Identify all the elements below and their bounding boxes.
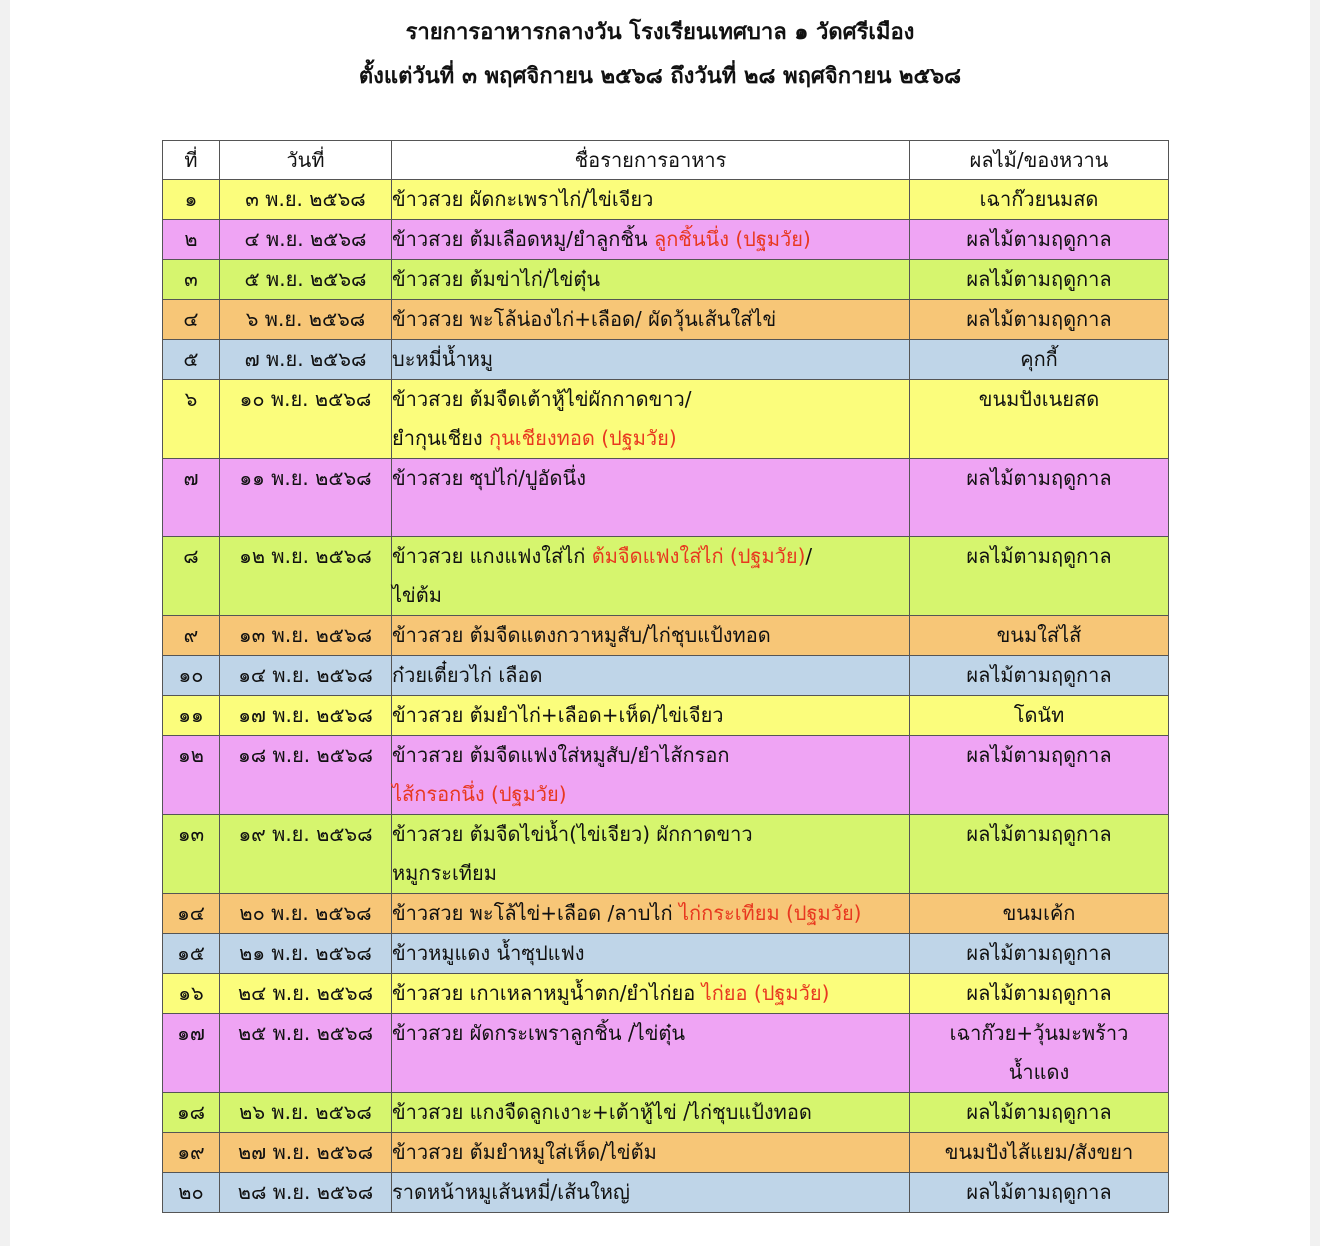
row-number: ๑๔ — [163, 894, 220, 934]
row-dessert — [910, 300, 1169, 340]
row-number: ๑๐ — [163, 656, 220, 696]
row-number: ๑๕ — [163, 934, 220, 974]
food-text: ข้าวสวย ผัดกระเพราลูกชิ้น /ไข่ตุ๋น — [392, 1021, 686, 1045]
row-number: ๑๙ — [163, 1133, 220, 1173]
row-date: ๑๒ พ.ย. ๒๕๖๘ — [220, 537, 392, 616]
food-line — [392, 934, 909, 973]
row-dessert — [910, 180, 1169, 220]
food-text: ข้าวสวย เกาเหลาหมูน้ำตก/ยำไก่ยอ — [392, 981, 702, 1005]
dessert-text: ผลไม้ตามฤดูกาล — [966, 822, 1112, 846]
food-line — [392, 775, 909, 814]
food-line — [392, 974, 909, 1013]
preschool-dish-text: ต้มจืดแฟงใส่ไก่ (ปฐมวัย) — [591, 544, 806, 568]
row-date: ๗ พ.ย. ๒๕๖๘ — [220, 340, 392, 380]
food-text: ยำกุนเชียง — [392, 426, 489, 450]
row-date: ๑๔ พ.ย. ๒๕๖๘ — [220, 656, 392, 696]
row-date: ๒๔ พ.ย. ๒๕๖๘ — [220, 974, 392, 1014]
food-text: ข้าวสวย ซุปไก่/ปูอัดนึ่ง — [392, 466, 586, 490]
row-number: ๕ — [163, 340, 220, 380]
row-date: ๒๑ พ.ย. ๒๕๖๘ — [220, 934, 392, 974]
food-text: หมูกระเทียม — [392, 861, 497, 885]
food-line — [392, 576, 909, 615]
dessert-text: ผลไม้ตามฤดูกาล — [966, 307, 1112, 331]
row-food — [392, 815, 910, 894]
food-text: ไข่ต้ม — [392, 583, 442, 607]
food-line — [392, 736, 909, 775]
food-text: ข้าวสวย ต้มจืดแตงกวาหมูสับ/ไก่ชุบแป้งทอด — [392, 623, 771, 647]
row-number: ๔ — [163, 300, 220, 340]
row-date: ๑๗ พ.ย. ๒๕๖๘ — [220, 696, 392, 736]
dessert-text: ขนมเค้ก — [1002, 901, 1076, 925]
dessert-text: ผลไม้ตามฤดูกาล — [966, 544, 1112, 568]
table-row — [163, 616, 1169, 656]
table-row — [163, 815, 1169, 894]
food-line — [392, 300, 909, 339]
food-text: ข้าวสวย พะโล้น่องไก่+เลือด/ ผัดวุ้นเส้นใส่ไข่ — [392, 307, 777, 331]
dessert-text: ผลไม้ตามฤดูกาล — [966, 1100, 1112, 1124]
row-number: ๒ — [163, 220, 220, 260]
row-date: ๖ พ.ย. ๒๕๖๘ — [220, 300, 392, 340]
row-dessert — [910, 340, 1169, 380]
row-date: ๑๙ พ.ย. ๒๕๖๘ — [220, 815, 392, 894]
row-food — [392, 220, 910, 260]
row-date: ๑๐ พ.ย. ๒๕๖๘ — [220, 380, 392, 459]
preschool-dish-text: ไส้กรอกนึ่ง (ปฐมวัย) — [392, 782, 567, 806]
row-number: ๑๘ — [163, 1093, 220, 1133]
row-food — [392, 260, 910, 300]
row-date: ๒๗ พ.ย. ๒๕๖๘ — [220, 1133, 392, 1173]
table-row — [163, 380, 1169, 459]
table-row — [163, 300, 1169, 340]
row-dessert — [910, 1093, 1169, 1133]
row-food — [392, 656, 910, 696]
header-dessert: ผลไม้/ของหวาน — [910, 141, 1169, 180]
dessert-text: ขนมใส่ไส้ — [996, 623, 1082, 647]
document-title: รายการอาหารกลางวัน โรงเรียนเทศบาล ๑ วัดศรีเมือง — [405, 20, 915, 45]
table-body — [163, 180, 1169, 1213]
preschool-dish-text: ไก่ยอ (ปฐมวัย) — [701, 981, 830, 1005]
food-text: ข้าวสวย ต้มยำหมูใส่เห็ด/ไข่ต้ม — [392, 1140, 657, 1164]
dessert-text: ผลไม้ตามฤดูกาล — [966, 981, 1112, 1005]
row-dessert — [910, 537, 1169, 616]
row-food — [392, 894, 910, 934]
row-date: ๒๘ พ.ย. ๒๕๖๘ — [220, 1173, 392, 1213]
row-dessert — [910, 656, 1169, 696]
dessert-text: โดนัท — [1013, 703, 1065, 727]
dessert-text: ผลไม้ตามฤดูกาล — [966, 267, 1112, 291]
row-dessert — [910, 616, 1169, 656]
preschool-dish-text: ลูกชิ้นนึ่ง (ปฐมวัย) — [653, 227, 811, 251]
row-number: ๑๓ — [163, 815, 220, 894]
row-dessert — [910, 736, 1169, 815]
food-text: ข้าวสวย ต้มจืดเต้าหู้ไข่ผักกาดขาว/ — [392, 387, 692, 411]
row-date: ๕ พ.ย. ๒๕๖๘ — [220, 260, 392, 300]
row-date: ๑๘ พ.ย. ๒๕๖๘ — [220, 736, 392, 815]
food-line — [392, 380, 909, 419]
food-line — [392, 1173, 909, 1212]
preschool-dish-text: ไก่กระเทียม (ปฐมวัย) — [678, 901, 862, 925]
table-row — [163, 1014, 1169, 1093]
dessert-text: น้ำแดง — [1008, 1060, 1070, 1084]
table-row — [163, 459, 1169, 537]
food-line — [392, 656, 909, 695]
food-line — [392, 1093, 909, 1132]
food-line — [392, 894, 909, 933]
document-date-range: ตั้งแต่วันที่ ๓ พฤศจิกายน ๒๕๖๘ ถึงวันที่ ๒๘ พฤศจิกายน ๒๕๖๘ — [358, 64, 962, 89]
row-date: ๑๓ พ.ย. ๒๕๖๘ — [220, 616, 392, 656]
row-number: ๑๗ — [163, 1014, 220, 1093]
food-line — [392, 340, 909, 379]
row-date: ๒๕ พ.ย. ๒๕๖๘ — [220, 1014, 392, 1093]
row-food — [392, 300, 910, 340]
lunch-menu-table — [162, 140, 1169, 1213]
table-row — [163, 1133, 1169, 1173]
food-line — [392, 180, 909, 219]
dessert-text: ผลไม้ตามฤดูกาล — [966, 1180, 1112, 1204]
row-dessert — [910, 459, 1169, 537]
row-dessert — [910, 1173, 1169, 1213]
food-text: ราดหน้าหมูเส้นหมี่/เส้นใหญ่ — [392, 1180, 630, 1204]
row-food — [392, 537, 910, 616]
dessert-text: ขนมปังเนยสด — [978, 387, 1100, 411]
row-dessert — [910, 1014, 1169, 1093]
row-food — [392, 180, 910, 220]
row-food — [392, 459, 910, 537]
table-row — [163, 696, 1169, 736]
row-number: ๘ — [163, 537, 220, 616]
row-number: ๒๐ — [163, 1173, 220, 1213]
dessert-text: เฉาก๊วย+วุ้นมะพร้าว — [949, 1021, 1129, 1045]
row-date: ๔ พ.ย. ๒๕๖๘ — [220, 220, 392, 260]
food-line — [392, 1014, 909, 1053]
table-row — [163, 260, 1169, 300]
row-date: ๑๑ พ.ย. ๒๕๖๘ — [220, 459, 392, 537]
food-line — [392, 419, 909, 458]
dessert-text: คุกกี้ — [1020, 347, 1058, 371]
table-header-row — [163, 141, 1169, 180]
row-number: ๖ — [163, 380, 220, 459]
table-row — [163, 340, 1169, 380]
row-dessert — [910, 696, 1169, 736]
row-food — [392, 934, 910, 974]
food-text: ก๋วยเตี๋ยวไก่ เลือด — [392, 663, 543, 687]
food-line — [392, 459, 909, 498]
food-line — [392, 537, 909, 576]
food-line — [392, 220, 909, 259]
table-row — [163, 736, 1169, 815]
food-text: ข้าวสวย ต้มจืดไข่น้ำ(ไข่เจียว) ผักกาดขาว — [392, 822, 753, 846]
row-food — [392, 340, 910, 380]
row-dessert — [910, 894, 1169, 934]
food-text: ข้าวหมูแดง น้ำซุปแฟง — [392, 941, 585, 965]
food-line — [392, 616, 909, 655]
row-food — [392, 974, 910, 1014]
dessert-text: ขนมปังไส้แยม/สังขยา — [944, 1140, 1134, 1164]
row-dessert — [910, 1133, 1169, 1173]
row-number: ๓ — [163, 260, 220, 300]
dessert-text: ผลไม้ตามฤดูกาล — [966, 941, 1112, 965]
row-food — [392, 616, 910, 656]
row-date: ๒๐ พ.ย. ๒๕๖๘ — [220, 894, 392, 934]
row-number: ๑๑ — [163, 696, 220, 736]
row-food — [392, 1093, 910, 1133]
dessert-text: ผลไม้ตามฤดูกาล — [966, 466, 1112, 490]
food-line — [392, 854, 909, 893]
food-text: ข้าวสวย ต้มยำไก่+เลือด+เห็ด/ไข่เจียว — [392, 703, 724, 727]
dessert-text: ผลไม้ตามฤดูกาล — [966, 743, 1112, 767]
row-food — [392, 1014, 910, 1093]
table-row — [163, 537, 1169, 616]
row-food — [392, 380, 910, 459]
row-number: ๗ — [163, 459, 220, 537]
row-number: ๑๒ — [163, 736, 220, 815]
food-line — [392, 815, 909, 854]
row-food — [392, 1173, 910, 1213]
food-text: ข้าวสวย พะโล้ไข่+เลือด /ลาบไก่ — [392, 901, 679, 925]
food-text: บะหมี่น้ำหมู — [392, 347, 494, 371]
table-row — [163, 974, 1169, 1014]
header-no: ที่ — [163, 141, 220, 180]
table-row — [163, 656, 1169, 696]
food-text: ข้าวสวย แกงแฟงใส่ไก่ — [392, 544, 592, 568]
row-dessert — [910, 974, 1169, 1014]
dessert-text: ผลไม้ตามฤดูกาล — [966, 227, 1112, 251]
row-food — [392, 736, 910, 815]
table-row — [163, 894, 1169, 934]
food-text: ข้าวสวย ต้มจืดแฟงใส่หมูสับ/ยำไส้กรอก — [392, 743, 730, 767]
row-date: ๓ พ.ย. ๒๕๖๘ — [220, 180, 392, 220]
row-dessert — [910, 220, 1169, 260]
header-food: ชื่อรายการอาหาร — [392, 141, 910, 180]
food-text: ข้าวสวย ต้มเลือดหมู/ยำลูกชิ้น — [392, 227, 654, 251]
row-dessert — [910, 815, 1169, 894]
dessert-text: ผลไม้ตามฤดูกาล — [966, 663, 1112, 687]
table-row — [163, 1173, 1169, 1213]
row-number: ๑ — [163, 180, 220, 220]
food-line — [392, 1133, 909, 1172]
food-text: ข้าวสวย ผัดกะเพราไก่/ไข่เจียว — [392, 187, 654, 211]
row-dessert — [910, 934, 1169, 974]
preschool-dish-text: กุนเชียงทอด (ปฐมวัย) — [488, 426, 677, 450]
table-row — [163, 1093, 1169, 1133]
table-row — [163, 220, 1169, 260]
row-food — [392, 1133, 910, 1173]
food-text: ข้าวสวย ต้มข่าไก่/ไข่ตุ๋น — [392, 267, 601, 291]
food-line — [392, 260, 909, 299]
food-line — [392, 696, 909, 735]
food-text: ข้าวสวย แกงจืดลูกเงาะ+เต้าหู้ไข่ /ไก่ชุบแป้งทอด — [392, 1100, 812, 1124]
dessert-text: เฉาก๊วยนมสด — [979, 187, 1099, 211]
row-number: ๙ — [163, 616, 220, 656]
header-date: วันที่ — [220, 141, 392, 180]
row-number: ๑๖ — [163, 974, 220, 1014]
row-dessert — [910, 260, 1169, 300]
table-row — [163, 934, 1169, 974]
row-date: ๒๖ พ.ย. ๒๕๖๘ — [220, 1093, 392, 1133]
row-food — [392, 696, 910, 736]
row-dessert — [910, 380, 1169, 459]
food-text: / — [805, 544, 813, 568]
table-row — [163, 180, 1169, 220]
